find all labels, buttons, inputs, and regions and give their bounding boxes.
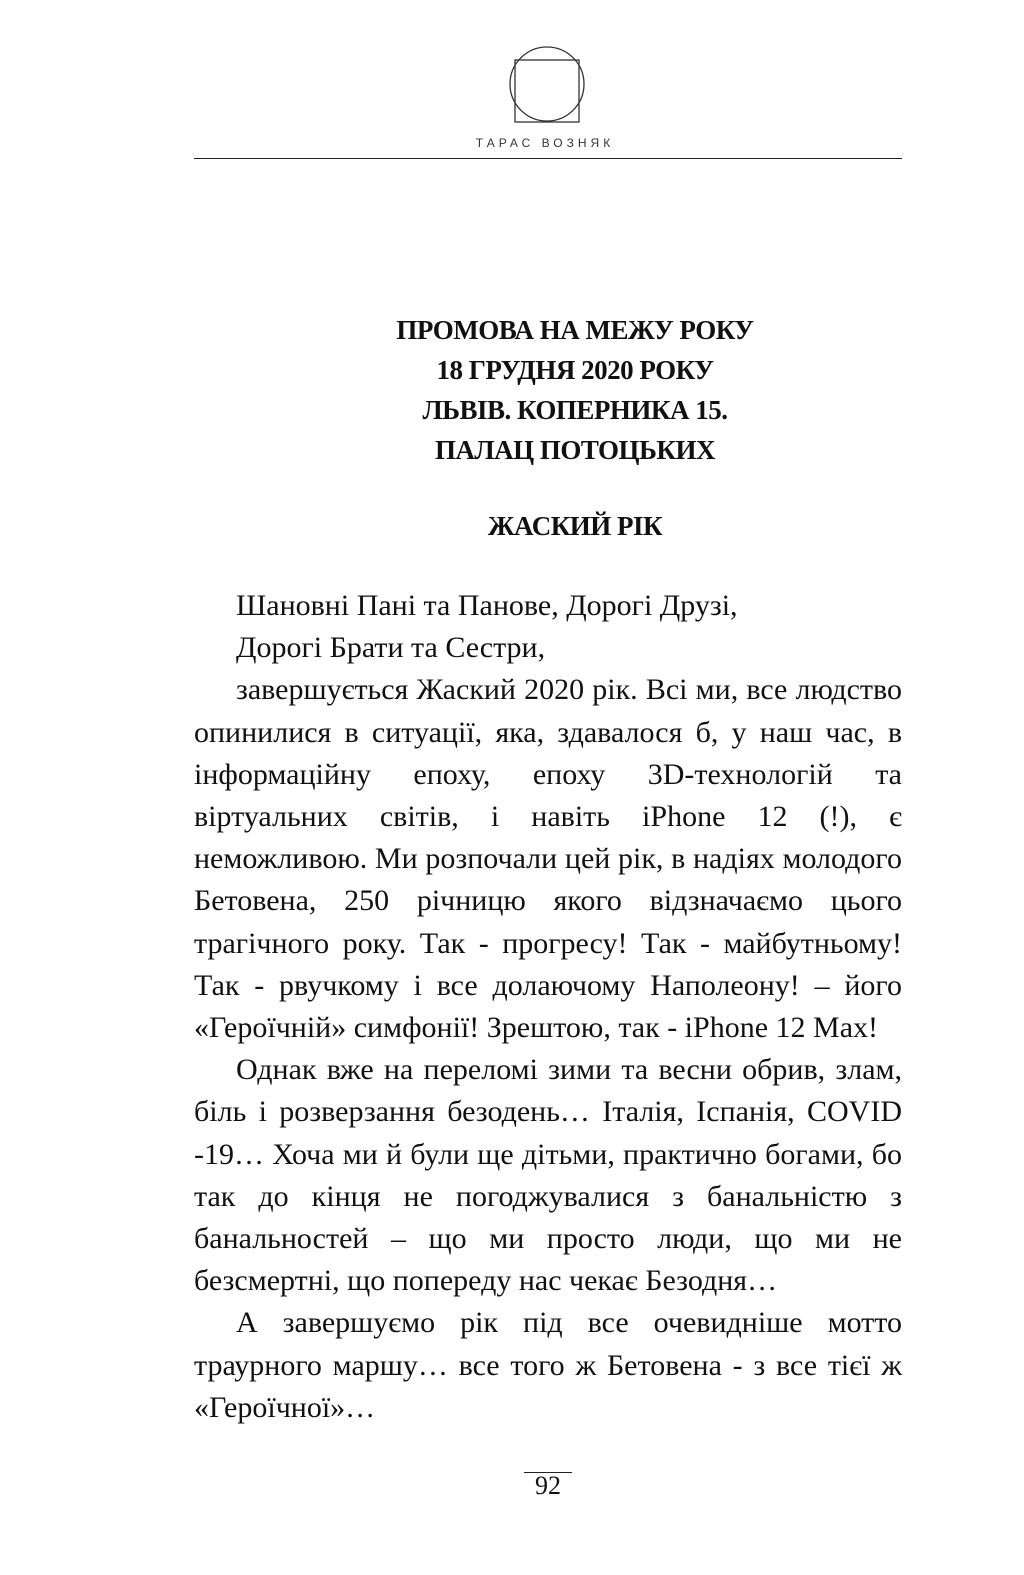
running-head: ТАРАС ВОЗНЯК [475,136,615,150]
chapter-subtitle: ЖАСКИЙ РІК [487,511,663,541]
paragraph: Шановні Пані та Панове, Дорогі Друзі, [236,589,738,622]
chapter-title [250,310,900,470]
title-line: ПАЛАЦ ПОТОЦЬКИХ [435,435,715,465]
page-number: 92 [535,1471,561,1500]
paragraph: А завершуємо рік під все очевидніше мотто траурного маршу… все того ж Бетовена - з все тієї ж «Героїчної»… [194,1306,902,1424]
title-line: ПРОМОВА НА МЕЖУ РОКУ [396,315,754,345]
header-rule [194,158,902,159]
title-line: 18 ГРУДНЯ 2020 РОКУ [436,355,714,385]
paragraph: завершується Жаский 2020 рік. Всі ми, все людство опинилися в ситуації, яка, здавалося б, у наш час, в інформаційну епоху, епоху 3D-технологій та віртуальних світів, і навіть iPhone 12 (!), є неможливою. Ми розпочали цей рік, в надіях молодого Бетовена, 250 річницю якого відзначаємо цього трагічного року. Так - прогресу! Так - майбутньому! Так - рвучкому і все долаючому Наполеону! – його «Героїчній» симфонії! Зрештою, так - iPhone 12 Max! [194,673,902,1045]
paragraph: Дорогі Брати та Сестри, [236,631,546,665]
body-text [194,585,902,1429]
title-line: ЛЬВІВ. КОПЕРНИКА 15. [422,395,728,425]
paragraph: Однак вже на переломі зими та весни обрив, злам, біль і розверзання безодень… Італія, Іспанія, COVID -19… Хоча ми й були ще дітьми, практично богами, бо так до кінця не погоджувалися з банальністю з банальностей – що ми просто люди, що ми не безсмертні, що попереду нас чекає Безодня… [194,1053,902,1298]
circle-square-emblem-icon [507,44,587,124]
